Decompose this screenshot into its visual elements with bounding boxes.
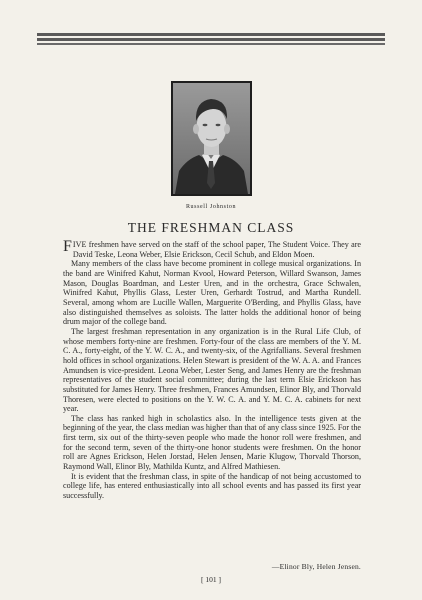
- header-rule: [37, 33, 385, 36]
- signature: —Elinor Bly, Helen Jensen.: [271, 562, 361, 571]
- photo-caption: Russell Johnston: [185, 204, 237, 210]
- header-rule: [37, 43, 385, 45]
- page-number: [ 101 ]: [201, 575, 221, 584]
- paragraph: The largest freshman representation in any organization is in the Rural Life Club, of whose members forty-nine are freshmen. Forty-four of the class are members of the Y. M. C. A., forty-eight, of the Y. W. C. A., and twenty-six, of the Agrifallians. Several freshmen hold offices in school organizations. Helen Stewart is president of the W. A. A. and Frances Amundsen is vice-president. Leona Weber, Lester Seng, and James Henry are the freshman representatives of the student social committee; during the last term Elsie Erickson has substituted for James Henry. Three freshmen, Frances Amundsen, Elinor Bly, and Thorvald Thoresen, were elected to positions on the Y. W. C. A. and Y. M. C. A. cabinets for next year.: [63, 326, 361, 414]
- paragraph: The class has ranked high in scholastics also. In the intelligence tests given at the beginning of the year, the class median was higher than that of any class since 1925. For the first term, six out of the thirty-seven people who made the honor roll were freshmen, and for the second term, seven of the thirty-one honor students were freshmen. On the honor roll are Agnes Erickson, Helen Jorstad, Helen Jensen, Marie Klugow, Thorvald Thorson, Raymond Wall, Elinor Bly, Mathilda Kuntz, and Alfred Mathiesen.: [63, 413, 361, 472]
- drop-cap: F: [63, 238, 72, 255]
- paragraph: Many members of the class have become prominent in college musical organizations. In the band are Winifred Kahut, Norman Kvool, Howard Peterson, Willard Swanson, James Mason, Douglas Boardman, and Lester Uren, and in the orchestra, Grace Schwalen, Winifred Kahut, Phyllis Glass, Lester Uren, Gerhardt Tostrud, and Martha Rundell. Several, among whom are Lucille Wallen, Marguerite O'Berding, and Phyllis Glass, have also distinguished themselves as soloists. The latter holds the additional honor of being drum major of the college band.: [63, 259, 361, 327]
- paragraph: It is evident that the freshman class, in spite of the handicap of not being accustomed to college life, has entered enthusiastically into all school events and has passed its first year successfully.: [63, 471, 361, 501]
- paragraph: FIVE freshmen have served on the staff of the school paper, The Student Voice. They are David Teske, Leona Weber, Elsie Erickson, Cecil Schub, and Eldon Moen.: [63, 238, 361, 259]
- header-rule: [37, 38, 385, 41]
- article-body: [63, 240, 361, 501]
- page-title: THE FRESHMAN CLASS: [127, 220, 295, 235]
- portrait-photo: [171, 81, 252, 196]
- header-rules: [37, 33, 385, 47]
